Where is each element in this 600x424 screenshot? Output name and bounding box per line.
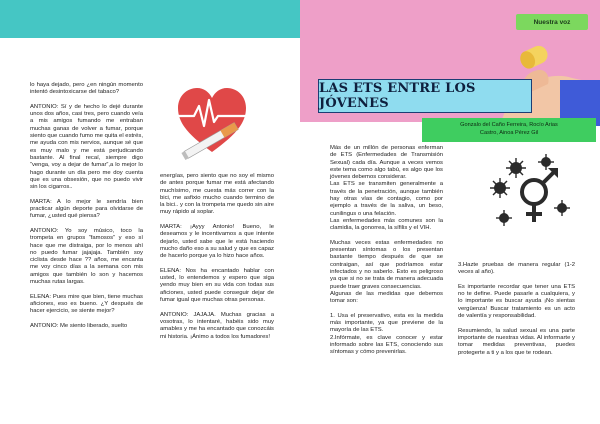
authors-line-1: Gonzalo del Caño Ferreira, Rocío Arias xyxy=(460,122,558,128)
paragraph: 2.Infórmate, es clave conocer y estar informado sobre las ETS, conociendo sus síntomas y cómo prevenirlas. xyxy=(330,334,443,356)
heart-cigarette-illustration xyxy=(172,82,252,162)
column-3 xyxy=(330,145,443,364)
paragraph: ELENA: Pues mire que bien, tiene muchas aficiones, eso es bueno. ¿Y después de hacer ejercicio, se siente mejor? xyxy=(30,293,143,315)
paragraph: MARTA: A lo mejor le sendría bien practicar algún deporte para olvidarse de fumar, ¿usted qué piensa? xyxy=(30,198,143,220)
paragraph: Las enfermedades más comunes son la clamidia, la gonorrea, la sífilis y el VIH. xyxy=(330,217,443,232)
authors-box xyxy=(422,118,596,142)
paragraph: Más de un millón de personas enferman de ETS (Enfermedades de Transmisión Sexual) cada día. Aunque a veces vemos este tema como algo tabú, es algo que los jóvenes debemos considerar. xyxy=(330,145,443,181)
paragraph: Muchas veces estas enfermedades no presentan síntomas o los presentan bastante tiempo después de que se contraigan, así que podríamos estar infectados y no saberlo. Esto es peligroso ya que si no se trata de manera adecuada puede traer graves consecuencias. xyxy=(330,239,443,290)
top-teal-band xyxy=(0,0,302,38)
column-1 xyxy=(30,82,143,337)
paragraph: Resumiendo, la salud sexual es una parte importante de nuestras vidas. Al informarte y tomar medidas preventivas, puedes protegerte a ti y a los que te rodean. xyxy=(458,327,575,356)
paragraph: ANTONIO: Sí y de hecho lo dejé durante unos dos años, casi tres, pero cuando veía a mis amigos fumando me entraban muchas ganas de volver a fumar, porque siento que cuando fumo me quita el estrés, me ayuda con mis nervios, aunque sé que es muy malo y me está perjudicando bastante. Al final recaí, siempre digo “venga, voy a dejar de fumar”,a lo mejor lo hago durante un día pero me doy cuenta que es una obsesión, que no puedo vivir sin los cigarros.. xyxy=(30,103,143,191)
column-4 xyxy=(458,262,575,364)
paragraph: 1. Usa el preservativo, esta es la medida más importante, ya que previene de la mayoría de las ETS. xyxy=(330,312,443,334)
paragraph: Es importante recordar que tener una ETS no te define. Puede pasarle a cualquiera, y lo importante es buscar ayuda ¡No sientas vergüenza! Buscar tratamiento es un acto de valentía y responsabilidad. xyxy=(458,283,575,320)
column-2 xyxy=(160,173,274,348)
paragraph: ANTONIO: JAJAJA. Muchas gracias a vosotras, lo intentaré, habéis sido muy amables y me ha encantado que conozcáis mi historia. ¡Ánimo a todos los fumadores! xyxy=(160,311,274,340)
paragraph: ANTONIO: Yo soy músico, toco la trompeta en grupos “famosos” y eso sí hace que me distraiga, por lo menos ahí no puedo fumar jajajaja. También soy ciclista desde hace ?? años, me encanta me voy cinco días a la semana con mis amigos que también lo son y hacemos muchas rutas largas. xyxy=(30,227,143,286)
paragraph: 3.Hazte pruebas de manera regular (1-2 veces al año). xyxy=(458,262,575,276)
paragraph: Las ETS se transmiten generalmente a través de la penetración, aunque también hay otras vías de contagio, como por ejemplo a través de la saliva, un beso, cunilingus o una felación. xyxy=(330,181,443,217)
paragraph: lo haya dejado, pero ¿en ningún momento intentó desintoxicarse del tabaco? xyxy=(30,82,143,96)
paragraph: ELENA: Nos ha encantado hablar con usted, lo entendemos y espero que siga yendo muy bien en su vida con todas sus aficiones, usted puede conseguir dejar de fumar igual que muchas otras personas. xyxy=(160,267,274,304)
paragraph: energías, pero siento que no soy el mismo de antes porque fumar me está afectando muchísimo, me cuesta más correr con la bici, me asfixio mucho cuando termino de la bici.. y con la trompeta me quedo sin aire muy rápido al soplar. xyxy=(160,173,274,216)
article-title: LAS ETS ENTRE LOS JÓVENES xyxy=(318,79,532,113)
virus-gender-symbols-illustration xyxy=(488,152,572,234)
paragraph: ANTONIO: Me siento liberado, suelto xyxy=(30,322,128,329)
authors-line-2: Castro, Ainoa Pérez Gil xyxy=(479,130,539,136)
paragraph: MARTA: ¡Ayyy Antonio! Bueno, le deseamos y le incentivamos a que intente dejarlo, usted sabe que le está haciendo mucho daño eso a su salud y que es capaz de hacerlo porque ya lo hizo hace años. xyxy=(160,224,274,260)
section-badge: Nuestra voz xyxy=(516,14,588,30)
paragraph: Algunas de las medidas que debemos tomar son: xyxy=(330,290,443,305)
